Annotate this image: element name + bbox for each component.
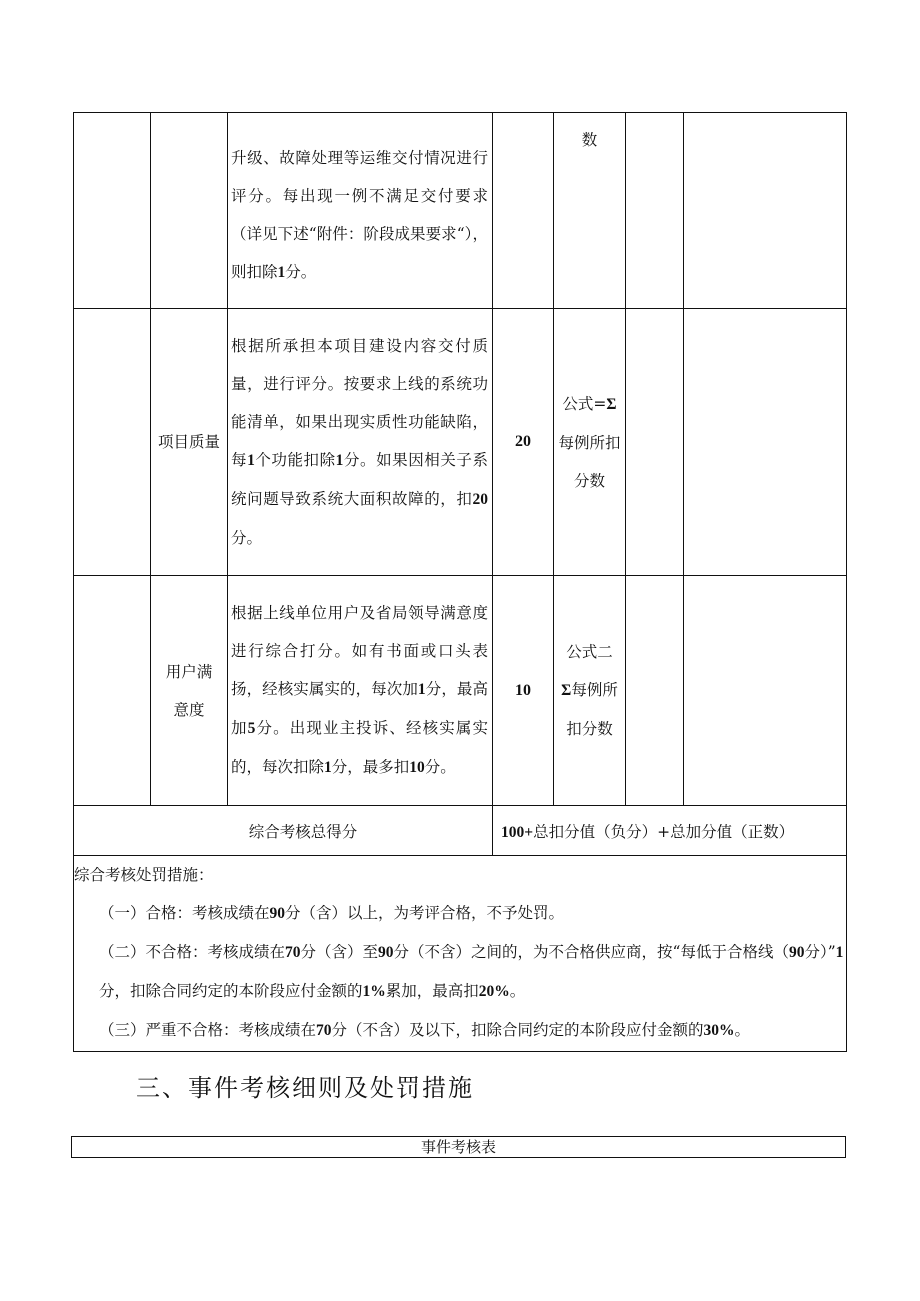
penalty-title: 综合考核处罚措施： (74, 866, 214, 884)
method-cell: 公式二 Σ每例所扣分数 (554, 576, 626, 806)
description-cell: 根据上线单位用户及省局领导满意度进行综合打分。如有书面或口头表扬，经核实属实的，每次加1分，最高加5分。出现业主投诉、经核实属实的，每次扣除1分，最多扣10分。 (228, 576, 493, 806)
category-cell: 项目质量 (151, 309, 228, 576)
method-cell: 公式=Σ 每例所扣分数 (554, 309, 626, 576)
total-formula-cell (493, 806, 847, 856)
penalty-item: （一）合格：考核成绩在90分（含）以上，为考评合格，不予处罚。 (99, 904, 565, 922)
score-cell: 20 (493, 309, 554, 576)
penalty-cell (74, 856, 847, 1052)
total-formula-bold: 100+ (501, 823, 534, 841)
empty-cell (684, 309, 847, 576)
description-cell: 升级、故障处理等运维交付情况进行评分。每出现一例不满足交付要求（详见下述“附件：阶段成果要求“），则扣除1分。 (228, 113, 493, 309)
penalty-item: （三）严重不合格：考核成绩在70分（不含）及以下，扣除合同约定的本阶段应付金额的30%。 (99, 1021, 751, 1039)
method-text: 数 (581, 131, 598, 149)
event-table-title: 事件考核表 (420, 1138, 496, 1156)
total-formula-text: 总扣分值（负分）+总加分值（正数） (533, 822, 795, 841)
total-row (74, 806, 847, 856)
empty-cell (74, 576, 151, 806)
total-label-cell (74, 806, 493, 856)
method-cell (554, 113, 626, 309)
table-row (74, 113, 847, 309)
empty-cell (626, 113, 684, 309)
event-table-header (71, 1136, 846, 1158)
section-title: 三、事件考核细则及处罚措施 (136, 1074, 474, 1102)
assessment-table (73, 112, 847, 1052)
empty-cell (626, 576, 684, 806)
penalty-row (74, 856, 847, 1052)
score-cell (493, 113, 554, 309)
empty-cell (684, 576, 847, 806)
empty-cell (74, 113, 151, 309)
empty-cell (626, 309, 684, 576)
table-row (74, 309, 847, 576)
penalty-item: （二）不合格：考核成绩在70分（含）至90分（不含）之间的，为不合格供应商，按“每低于合格线（90分）”1分，扣除合同约定的本阶段应付金额的1%累加，最高扣20%。 (99, 943, 844, 1000)
description-cell: 根据所承担本项目建设内容交付质量，进行评分。按要求上线的系统功能清单，如果出现实质性功能缺陷，每1个功能扣除1分。如果因相关子系统问题导致系统大面积故障的，扣20分。 (228, 309, 493, 576)
empty-cell (74, 309, 151, 576)
empty-cell (684, 113, 847, 309)
table-row (74, 576, 847, 806)
category-cell (151, 113, 228, 309)
category-cell: 用户满意度 (151, 576, 228, 806)
score-cell: 10 (493, 576, 554, 806)
total-label: 综合考核总得分 (248, 822, 358, 841)
